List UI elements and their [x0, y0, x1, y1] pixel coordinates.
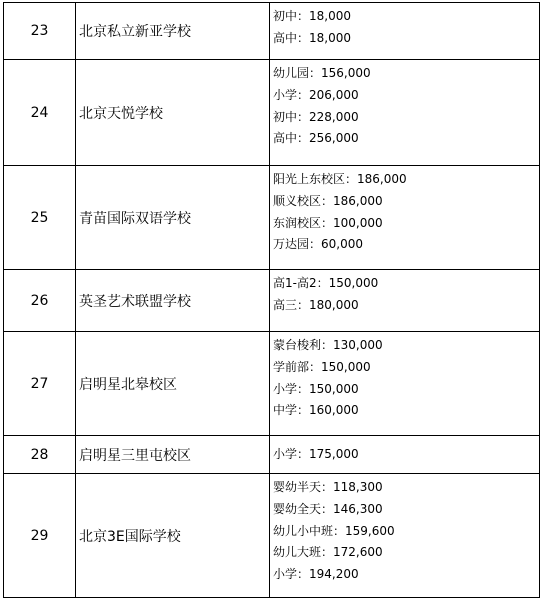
fee-cell [270, 332, 540, 436]
school-name: 北京私立新亚学校 [76, 3, 270, 60]
school-name: 启明星三里屯校区 [76, 436, 270, 474]
fee-line: 东润校区：100,000 [273, 215, 383, 230]
row-number: 29 [4, 474, 76, 598]
fee-line: 中学：160,000 [273, 403, 359, 418]
fee-cell [270, 270, 540, 332]
table-row [4, 166, 540, 270]
school-name: 北京3E国际学校 [76, 474, 270, 598]
row-number: 24 [4, 60, 76, 166]
fee-line: 阳光上东校区：186,000 [273, 172, 407, 186]
row-number: 25 [4, 166, 76, 270]
fee-line: 高中：256,000 [273, 131, 359, 146]
fee-line: 幼儿小中班：159,600 [273, 523, 395, 538]
fee-line: 高中：18,000 [273, 30, 351, 45]
fee-line: 高1-高2：150,000 [273, 276, 379, 290]
fee-line: 高三：180,000 [273, 297, 359, 312]
fee-line: 幼儿园：156,000 [273, 66, 371, 80]
row-number: 23 [4, 3, 76, 60]
fee-cell [270, 474, 540, 598]
school-name: 北京天悦学校 [76, 60, 270, 166]
fee-line: 初中：228,000 [273, 109, 359, 124]
row-number: 28 [4, 436, 76, 474]
fee-cell [270, 3, 540, 60]
school-name: 英圣艺术联盟学校 [76, 270, 270, 332]
fee-line: 学前部：150,000 [273, 359, 371, 374]
fee-cell [270, 166, 540, 270]
table-row [4, 332, 540, 436]
fee-cell [270, 60, 540, 166]
tuition-table [3, 2, 540, 598]
fee-line: 顺义校区：186,000 [273, 193, 383, 208]
tuition-table-body [4, 3, 540, 598]
fee-line: 婴幼半天：118,300 [273, 480, 383, 494]
fee-line: 小学：150,000 [273, 381, 359, 396]
fee-line: 幼儿大班：172,600 [273, 545, 383, 560]
fee-line: 初中：18,000 [273, 9, 351, 23]
table-row [4, 474, 540, 598]
school-name: 启明星北皋校区 [76, 332, 270, 436]
fee-line: 婴幼全天：146,300 [273, 501, 383, 516]
school-name: 青苗国际双语学校 [76, 166, 270, 270]
table-row [4, 436, 540, 474]
fee-line: 小学：206,000 [273, 87, 359, 102]
table-row [4, 270, 540, 332]
fee-line: 小学：194,200 [273, 567, 359, 582]
fee-line: 小学：175,000 [273, 446, 359, 461]
fee-line: 万达园：60,000 [273, 237, 363, 252]
fee-cell [270, 436, 540, 474]
row-number: 26 [4, 270, 76, 332]
fee-line: 蒙台梭利：130,000 [273, 338, 383, 352]
row-number: 27 [4, 332, 76, 436]
table-row [4, 3, 540, 60]
table-row [4, 60, 540, 166]
